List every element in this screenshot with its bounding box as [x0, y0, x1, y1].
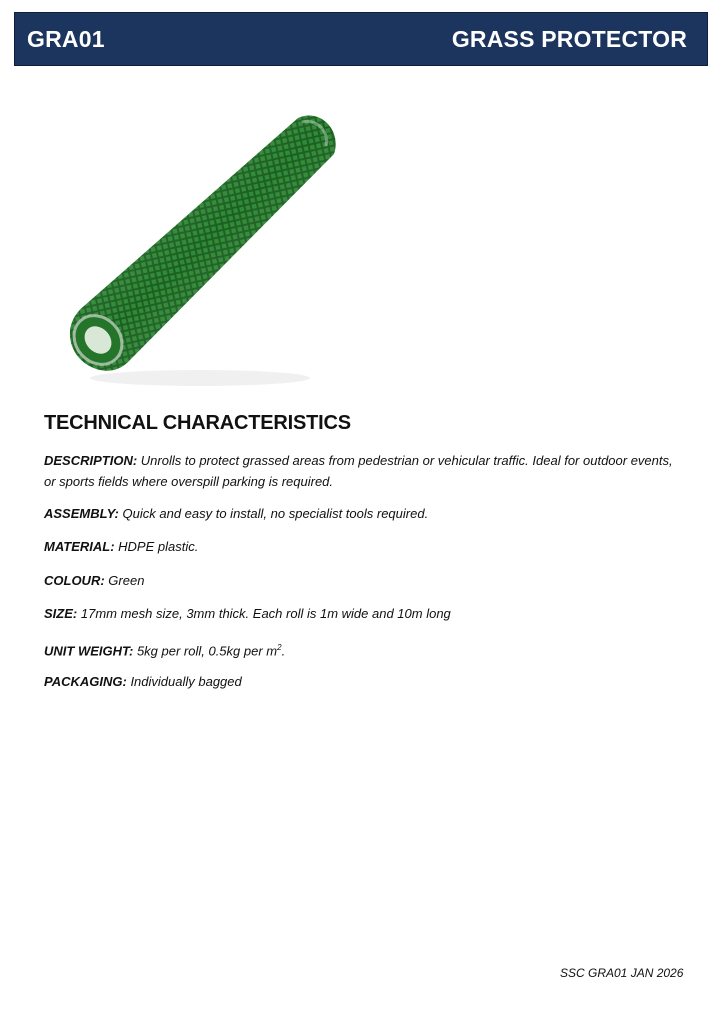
spec-material: [44, 536, 684, 557]
spec-colour: [44, 570, 684, 591]
spec-unit-weight: [44, 637, 684, 661]
spec-label: MATERIAL:: [44, 539, 115, 554]
spec-assembly: [44, 503, 684, 524]
spec-label: PACKAGING:: [44, 674, 127, 689]
spec-label: UNIT WEIGHT:: [44, 643, 134, 659]
spec-value: Unrolls to protect grassed areas from pedestrian or vehicular traffic. Ideal for outdoor events, or sports fields where overspill parking is required.: [44, 453, 673, 489]
page-header: [14, 12, 708, 66]
spec-description: [44, 450, 684, 492]
spec-label: COLOUR:: [44, 573, 105, 588]
product-code: GRA01: [27, 25, 105, 52]
spec-packaging: [44, 671, 684, 692]
section-title: TECHNICAL CHARACTERISTICS: [44, 412, 351, 434]
document-reference: SSC GRA01 JAN 2026: [560, 966, 684, 980]
spec-label: SIZE:: [44, 606, 78, 621]
spec-value: 17mm mesh size, 3mm thick. Each roll is 1m wide and 10m long: [80, 606, 451, 621]
spec-label: ASSEMBLY:: [44, 506, 119, 521]
spec-value: 5kg per roll, 0.5kg per m: [136, 643, 278, 659]
spec-size: [44, 603, 684, 624]
product-title: GRASS PROTECTOR: [451, 25, 687, 52]
spec-value: Quick and easy to install, no specialist tools required.: [122, 506, 429, 521]
spec-value: Individually bagged: [130, 674, 242, 689]
spec-value: Green: [108, 573, 145, 588]
green-mesh-roll-image: [50, 100, 350, 390]
spec-label: DESCRIPTION:: [44, 453, 138, 468]
spec-value: HDPE plastic.: [118, 539, 199, 554]
spec-value-end: .: [281, 643, 286, 659]
superscript: 2: [277, 643, 282, 652]
